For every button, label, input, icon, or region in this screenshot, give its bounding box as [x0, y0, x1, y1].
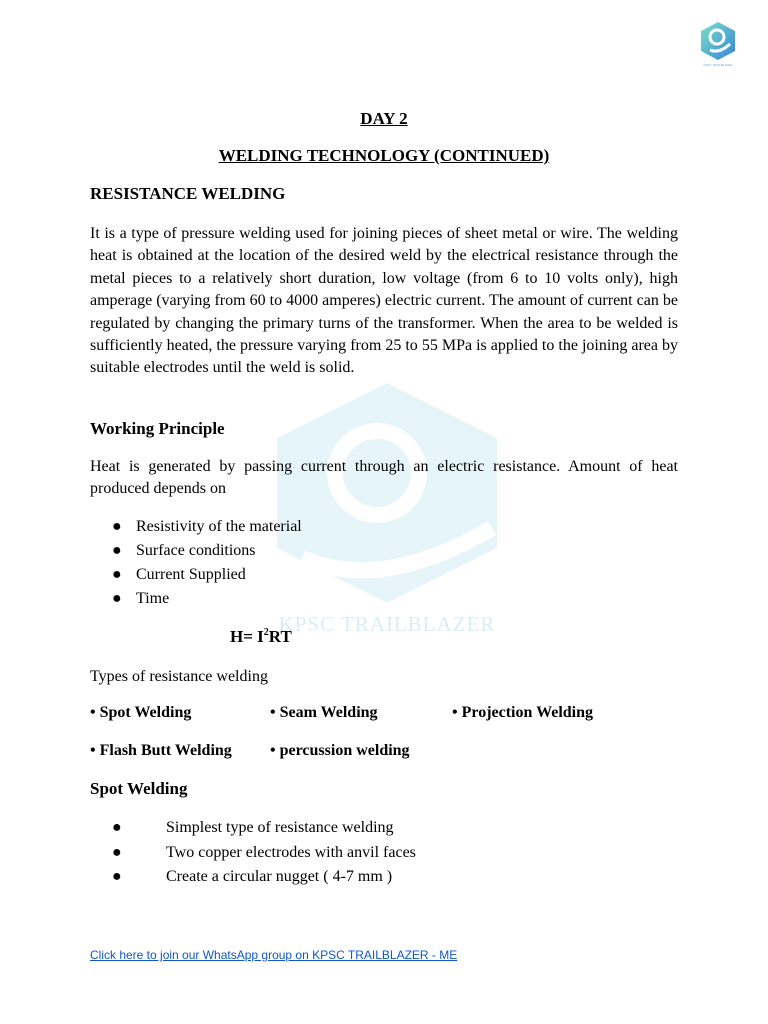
logo: [697, 20, 739, 70]
heat-formula: [230, 627, 292, 647]
list-item: [112, 515, 302, 539]
logo-caption: KPSC TRAILBLAZER: [703, 63, 733, 67]
watermark-text: KPSC TRAILBLAZER: [278, 612, 496, 636]
list-item: [112, 865, 416, 890]
formula-lhs: H= I: [230, 627, 264, 646]
bullet-icon: ●: [112, 542, 122, 559]
list-item-text: Resistivity of the material: [136, 518, 302, 535]
list-item-text: Simplest type of resistance welding: [166, 819, 394, 836]
type-item-seam: • Seam Welding: [270, 704, 378, 721]
working-principle-intro: Heat is generated by passing current through an electric resistance. Amount of heat produced depends on: [90, 458, 678, 498]
bullet-icon: ●: [112, 590, 122, 607]
type-item-flash-butt: • Flash Butt Welding: [90, 742, 232, 759]
list-item-text: Time: [136, 590, 170, 607]
section-heading-working-principle: Working Principle: [90, 419, 225, 438]
bullet-icon: ●: [112, 518, 122, 535]
type-item-spot: • Spot Welding: [90, 704, 192, 721]
list-item: [112, 841, 416, 866]
types-intro: Types of resistance welding: [90, 668, 268, 685]
list-item-text: Current Supplied: [136, 566, 246, 583]
day-heading: DAY 2: [360, 109, 408, 128]
heat-factors-list: [112, 515, 302, 611]
type-item-percussion: • percussion welding: [270, 742, 410, 759]
bullet-icon: ●: [112, 868, 122, 885]
formula-rhs: RT: [268, 627, 292, 646]
list-item: [112, 539, 302, 563]
section-heading-spot-welding: Spot Welding: [90, 779, 188, 798]
page-title: WELDING TECHNOLOGY (CONTINUED): [218, 146, 550, 165]
section-heading-resistance-welding: RESISTANCE WELDING: [90, 184, 286, 203]
list-item-text: Surface conditions: [136, 542, 256, 559]
formula-exponent: 2: [263, 627, 269, 638]
bullet-icon: ●: [112, 843, 122, 861]
list-item: [112, 587, 302, 611]
list-item-text: Create a circular nugget ( 4-7 mm ): [166, 868, 393, 885]
spot-welding-list: [112, 816, 416, 890]
type-item-projection: • Projection Welding: [452, 704, 594, 721]
list-item: [112, 563, 302, 587]
whatsapp-group-link[interactable]: Click here to join our WhatsApp group on KPSC TRAILBLAZER - ME: [90, 948, 458, 962]
list-item: [112, 816, 416, 841]
resistance-welding-paragraph: It is a type of pressure welding used for joining pieces of sheet metal or wire. The welding heat is obtained at the location of the desired weld by the electrical resistance through the metal pieces to a relatively short duration, low voltage (from 6 to 10 volts only), high amperage (varying from 60 to 4000 amperes) electric current. The amount of current can be regulated by changing the primary turns of the transformer. When the area to be welded is sufficiently heated, the pressure varying from 25 to 55 MPa is applied to the joining area by suitable electrodes until the weld is solid.: [90, 225, 678, 377]
bullet-icon: ●: [112, 819, 122, 836]
bullet-icon: ●: [112, 566, 122, 583]
logo-mark-icon: [697, 20, 739, 62]
list-item-text: Two copper electrodes with anvil faces: [166, 843, 416, 861]
